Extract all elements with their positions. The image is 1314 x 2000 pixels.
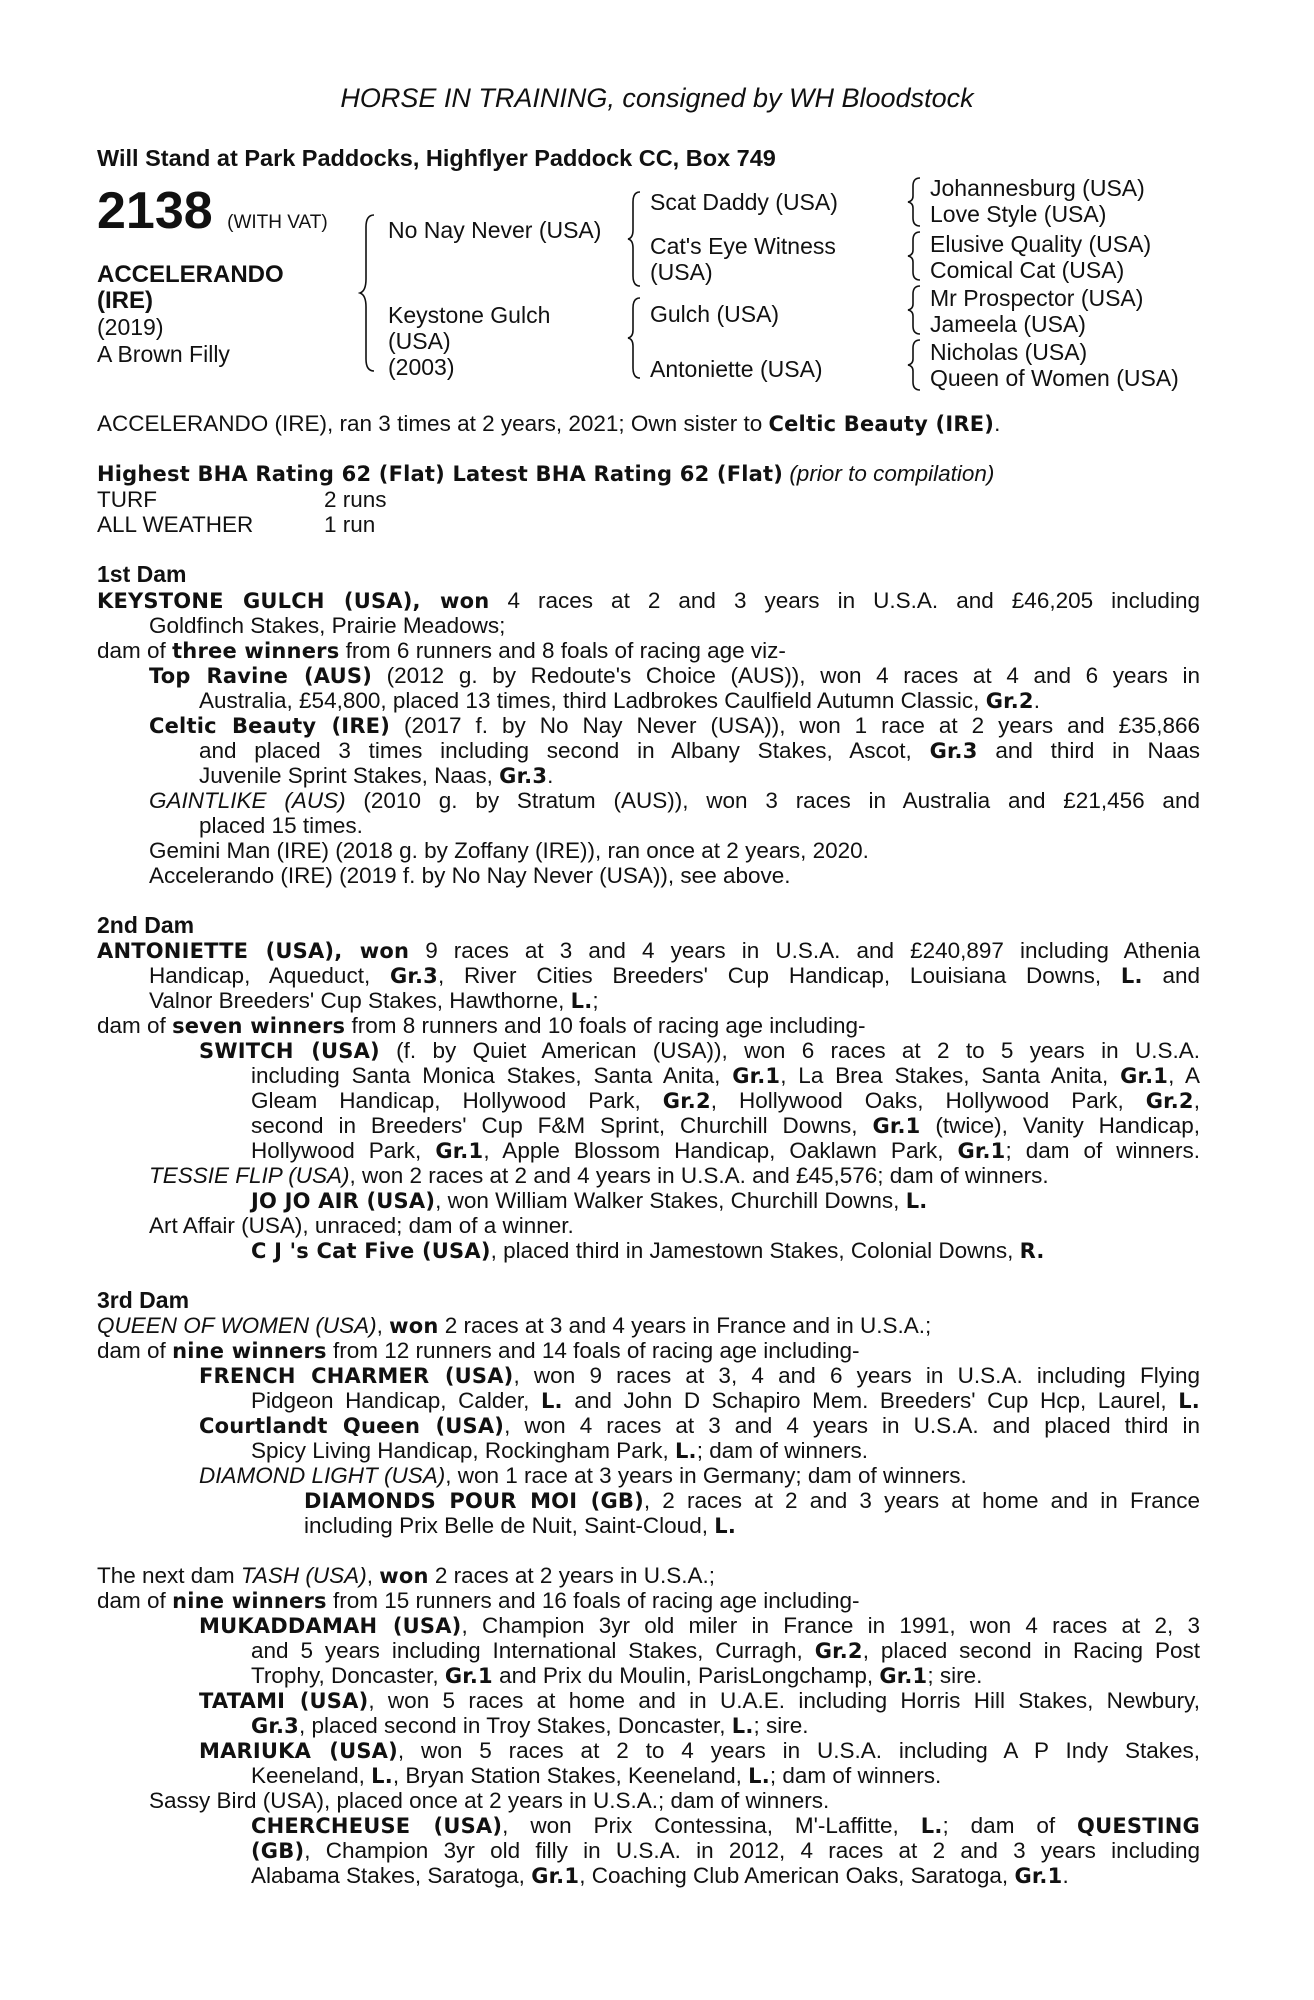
pedigree-g8: Queen of Women (USA) — [930, 365, 1179, 391]
progeny-text: (2010 g. by Stratum (AUS)), won 3 races in Australia and £21,456 and — [363, 788, 1200, 813]
progeny-line — [199, 1613, 1200, 1640]
progeny-text: , won William Walker Stakes, Churchill Downs, — [435, 1188, 900, 1213]
progeny-text: , Champion 3yr old miler in France in 1991, won 4 races at 2, 3 — [461, 1613, 1200, 1638]
dam1-text: Goldfinch Stakes, Prairie Meadows; — [149, 613, 506, 638]
progeny-text: , placed third in Jamestown Stakes, Colonial Downs, — [490, 1238, 1014, 1263]
progeny-text: ; sire. — [927, 1663, 983, 1688]
dam3-text: , — [376, 1313, 383, 1338]
progeny-text: placed 15 times. — [199, 813, 363, 838]
lot-number-value: 2138 — [97, 182, 213, 240]
grade: L. — [748, 1764, 770, 1788]
progeny-line — [199, 1463, 1200, 1489]
dam3-name: QUEEN OF WOMEN (USA) — [97, 1313, 377, 1338]
progeny-line — [199, 1688, 1200, 1715]
dam3-line — [97, 1338, 1200, 1365]
pedigree-sire-dam-line1: Cat's Eye Witness — [650, 233, 836, 259]
progeny-name: TESSIE FLIP (USA) — [149, 1163, 350, 1188]
progeny-line — [149, 663, 1200, 690]
progeny-name: JO JO AIR (USA) — [251, 1189, 436, 1213]
vat-note: (WITH VAT) — [227, 212, 328, 233]
dam3-text: 2 races at 3 and 4 years in France and in U.S.A.; — [444, 1313, 932, 1338]
progeny-name: Courtlandt Queen (USA) — [199, 1414, 505, 1438]
progeny-text: Sassy Bird (USA), placed once at 2 years in U.S.A.; dam of winners. — [149, 1788, 830, 1813]
grade: Gr.1 — [957, 1139, 1006, 1163]
pedigree-brace-g3 — [906, 284, 924, 336]
pedigree-brace-dam — [626, 296, 644, 380]
dam2-line — [149, 988, 1200, 1015]
ratings-note: (prior to compilation) — [789, 461, 995, 486]
dam2-line — [97, 1013, 1200, 1040]
progeny-text: including Prix Belle de Nuit, Saint-Cloud, — [304, 1513, 708, 1538]
progeny-line — [251, 1763, 1200, 1790]
dam1-winners: three winners — [172, 639, 340, 663]
pedigree-g1: Johannesburg (USA) — [930, 175, 1145, 201]
next-dam-text: from 15 runners and 16 foals of racing age including- — [332, 1588, 860, 1613]
pedigree-g2: Love Style (USA) — [930, 201, 1107, 227]
progeny-text: . — [1062, 1863, 1069, 1888]
grade: Gr.3 — [390, 964, 438, 988]
grade: Gr.1 — [1014, 1864, 1063, 1888]
progeny-name: FRENCH CHARMER (USA) — [199, 1364, 514, 1388]
grade: Gr.1 — [872, 1114, 921, 1138]
dam1-line — [149, 613, 1200, 639]
progeny-text: Accelerando (IRE) (2019 f. by No Nay Never (USA)), see above. — [149, 863, 791, 888]
progeny-line — [251, 1863, 1200, 1890]
progeny-text: , won Prix Contessina, M'-Laffitte, — [502, 1813, 899, 1838]
pedigree-dam-line3: (2003) — [388, 354, 455, 380]
bha-ratings — [97, 461, 1200, 488]
progeny-text: , — [1193, 1088, 1200, 1113]
progeny-name: QUESTING — [1077, 1814, 1200, 1838]
ratings-headline: Highest BHA Rating 62 (Flat) Latest BHA Rating 62 (Flat) — [97, 462, 784, 486]
progeny-text: , placed second in Racing Post — [862, 1638, 1200, 1663]
next-dam-winners: nine winners — [172, 1589, 327, 1613]
progeny-name: Celtic Beauty (IRE) — [149, 714, 391, 738]
progeny-text: and Prix du Moulin, ParisLongchamp, — [499, 1663, 874, 1688]
pedigree-g6: Jameela (USA) — [930, 311, 1086, 337]
progeny-line — [304, 1513, 1200, 1540]
pedigree-brace-sire — [626, 190, 644, 288]
progeny-line — [251, 1713, 1200, 1740]
pedigree-brace-parents — [358, 213, 378, 373]
next-dam-text: , — [366, 1563, 373, 1588]
dam2-name: ANTONIETTE (USA), won — [97, 939, 410, 963]
dam1-line — [97, 638, 1200, 665]
progeny-text: Juvenile Sprint Stakes, Naas, — [199, 763, 493, 788]
grade: R. — [1019, 1239, 1045, 1263]
progeny-line — [199, 1038, 1200, 1065]
progeny-line — [199, 813, 1200, 839]
dam1-text: from 6 runners and 8 foals of racing age viz- — [345, 638, 786, 663]
dam2-text: 9 races at 3 and 4 years in U.S.A. and £240,897 including Athenia — [425, 938, 1200, 963]
race-summary — [97, 411, 1200, 438]
grade: L. — [1120, 964, 1143, 988]
dam2-text: and — [1162, 963, 1200, 988]
progeny-text: and third in Naas — [995, 738, 1200, 763]
pedigree-g3: Elusive Quality (USA) — [930, 231, 1152, 257]
progeny-text: ; dam of winners. — [1005, 1138, 1200, 1163]
grade: Gr.1 — [435, 1139, 484, 1163]
progeny-text: , Hollywood Oaks, Hollywood Park, — [710, 1088, 1124, 1113]
pedigree-dam-line2: (USA) — [388, 328, 451, 354]
progeny-line — [199, 1738, 1200, 1765]
pedigree-dam-line1: Keystone Gulch — [388, 302, 551, 328]
pedigree-dam-sire: Gulch (USA) — [650, 301, 780, 327]
grade: Gr.1 — [1120, 1064, 1169, 1088]
dam2-text: Valnor Breeders' Cup Stakes, Hawthorne, — [149, 988, 565, 1013]
progeny-text: , Apple Blossom Handicap, Oaklawn Park, — [483, 1138, 944, 1163]
grade: L. — [714, 1514, 736, 1538]
progeny-text: ; dam of winners. — [696, 1438, 869, 1463]
progeny-name: SWITCH (USA) — [199, 1039, 380, 1063]
dam1-name: KEYSTONE GULCH (USA), won — [97, 589, 490, 613]
progeny-text: , won 5 races at home and in U.A.E. including Horris Hill Stakes, Newbury, — [368, 1688, 1200, 1713]
progeny-line — [199, 763, 1200, 790]
dam2-line — [97, 938, 1200, 965]
pedigree-dam-dam: Antoniette (USA) — [650, 356, 823, 382]
grade: Gr.3 — [929, 739, 978, 763]
horse-name-line1: ACCELERANDO — [97, 261, 284, 288]
progeny-text: ; sire. — [753, 1713, 809, 1738]
progeny-line — [149, 863, 1200, 889]
sister-name: Celtic Beauty (IRE) — [768, 412, 995, 436]
next-dam-text: The next dam — [97, 1563, 235, 1588]
progeny-line — [251, 1663, 1200, 1690]
progeny-text: , placed second in Troy Stakes, Doncaster, — [299, 1713, 726, 1738]
progeny-text: Keeneland, — [251, 1763, 365, 1788]
progeny-text: (f. by Quiet American (USA)), won 6 races at 2 to 5 years in U.S.A. — [396, 1038, 1200, 1063]
grade: Gr.2 — [814, 1639, 863, 1663]
grade: Gr.1 — [531, 1864, 580, 1888]
progeny-line — [251, 1113, 1200, 1140]
progeny-line — [149, 788, 1200, 814]
catalogue-header: HORSE IN TRAINING, consigned by WH Bloodstock — [340, 83, 974, 113]
next-dam-won: won — [379, 1564, 429, 1588]
pedigree-sire-sire: Scat Daddy (USA) — [650, 189, 838, 215]
pedigree-brace-g1 — [906, 176, 924, 228]
stand-location: Will Stand at Park Paddocks, Highflyer Paddock CC, Box 749 — [97, 145, 776, 171]
grade: L. — [674, 1439, 697, 1463]
progeny-line — [251, 1088, 1200, 1115]
pedigree-g7: Nicholas (USA) — [930, 339, 1088, 365]
dam2-line — [149, 963, 1200, 990]
horse-year: (2019) — [97, 314, 164, 340]
progeny-text: Gemini Man (IRE) (2018 g. by Zoffany (IRE)), ran once at 2 years, 2020. — [149, 838, 869, 863]
progeny-line — [251, 1063, 1200, 1090]
progeny-name: Top Ravine (AUS) — [149, 664, 372, 688]
dam3-winners: nine winners — [172, 1339, 327, 1363]
progeny-line — [199, 1413, 1200, 1440]
dam3-text: from 12 runners and 14 foals of racing age including- — [332, 1338, 860, 1363]
progeny-line — [149, 838, 1200, 864]
progeny-text: and placed 3 times including second in Albany Stakes, Ascot, — [199, 738, 912, 763]
progeny-text: , Coaching Club American Oaks, Saratoga, — [579, 1863, 1009, 1888]
dam3-line — [97, 1313, 1200, 1340]
progeny-text: Hollywood Park, — [251, 1138, 422, 1163]
progeny-text: . — [547, 763, 554, 788]
progeny-text: . — [1033, 688, 1040, 713]
progeny-line — [199, 688, 1200, 715]
progeny-text: and 5 years including International Stakes, Curragh, — [251, 1638, 803, 1663]
third-dam-heading: 3rd Dam — [97, 1287, 190, 1313]
summary-end: . — [994, 411, 1001, 436]
progeny-text: , won 4 races at 3 and 4 years in U.S.A. and placed third in — [504, 1413, 1200, 1438]
progeny-line — [304, 1488, 1200, 1515]
progeny-text: , won 9 races at 3, 4 and 6 years in U.S.A. including Flying — [513, 1363, 1200, 1388]
progeny-text: , won 1 race at 3 years in Germany; dam of winners. — [445, 1463, 967, 1488]
progeny-line — [251, 1813, 1200, 1840]
horse-name — [97, 262, 284, 314]
grade: Gr.2 — [1145, 1089, 1194, 1113]
progeny-text: ; dam of — [942, 1813, 1056, 1838]
progeny-text: (2012 g. by Redoute's Choice (AUS)), won 4 races at 4 and 6 years in — [386, 663, 1200, 688]
progeny-name: DIAMOND LIGHT (USA) — [199, 1463, 446, 1488]
progeny-text: second in Breeders' Cup F&M Sprint, Churchill Downs, — [251, 1113, 858, 1138]
dam2-text: , River Cities Breeders' Cup Handicap, Louisiana Downs, — [438, 963, 1102, 988]
grade: L. — [905, 1189, 928, 1213]
turf-value: 2 runs — [324, 487, 387, 512]
grade: Gr.1 — [732, 1064, 781, 1088]
progeny-name: MUKADDAMAH (USA) — [199, 1614, 462, 1638]
horse-name-line2: (IRE) — [97, 287, 153, 314]
pedigree-brace-g4 — [906, 338, 924, 392]
grade: L. — [1178, 1389, 1200, 1413]
progeny-text: including Santa Monica Stakes, Santa Anita, — [251, 1063, 721, 1088]
progeny-text: Alabama Stakes, Saratoga, — [251, 1863, 525, 1888]
next-dam-text: dam of — [97, 1588, 166, 1613]
horse-description: A Brown Filly — [97, 341, 230, 367]
progeny-line — [149, 1788, 1200, 1814]
summary-text: ACCELERANDO (IRE), ran 3 times at 2 years, 2021; Own sister to — [97, 411, 763, 436]
progeny-text: , won 5 races at 2 to 4 years in U.S.A. including A P Indy Stakes, — [397, 1738, 1201, 1763]
next-dam-line — [97, 1563, 1200, 1590]
progeny-text: Pidgeon Handicap, Calder, — [251, 1388, 530, 1413]
progeny-text: Gleam Handicap, Hollywood Park, — [251, 1088, 641, 1113]
dam2-text: Handicap, Aqueduct, — [149, 963, 371, 988]
aw-value: 1 run — [324, 512, 376, 537]
progeny-text: ; dam of winners. — [769, 1763, 942, 1788]
progeny-name: GAINTLIKE (AUS) — [149, 788, 346, 813]
dam3-won: won — [389, 1314, 439, 1338]
progeny-text: , won 2 races at 2 and 4 years in U.S.A. and £45,576; dam of winners. — [349, 1163, 1049, 1188]
progeny-name: TATAMI (USA) — [199, 1689, 369, 1713]
progeny-line — [199, 738, 1200, 765]
progeny-line — [149, 713, 1200, 740]
pedigree-g5: Mr Prospector (USA) — [930, 285, 1144, 311]
first-dam-heading: 1st Dam — [97, 561, 187, 587]
dam1-text: dam of — [97, 638, 166, 663]
progeny-text: (2017 f. by No Nay Never (USA)), won 1 race at 2 years and £35,866 — [404, 713, 1200, 738]
progeny-line — [251, 1388, 1200, 1415]
dam3-text: dam of — [97, 1338, 166, 1363]
next-dam-name: TASH (USA) — [240, 1563, 367, 1588]
grade: Gr.3 — [251, 1714, 299, 1738]
progeny-name: C J 's Cat Five (USA) — [251, 1239, 491, 1263]
progeny-name: CHERCHEUSE (USA) — [251, 1814, 503, 1838]
grade: Gr.2 — [662, 1089, 711, 1113]
progeny-line — [251, 1138, 1200, 1165]
progeny-name: MARIUKA (USA) — [199, 1739, 398, 1763]
progeny-text: Spicy Living Handicap, Rockingham Park, — [251, 1438, 669, 1463]
dam2-text: dam of — [97, 1013, 166, 1038]
grade: L. — [371, 1764, 393, 1788]
pedigree-sire: No Nay Never (USA) — [388, 217, 602, 243]
grade: Gr.1 — [444, 1664, 493, 1688]
progeny-line — [251, 1838, 1200, 1865]
progeny-text: Trophy, Doncaster, — [251, 1663, 439, 1688]
grade: Gr.1 — [879, 1664, 928, 1688]
next-dam-text: 2 races at 2 years in U.S.A.; — [434, 1563, 715, 1588]
progeny-text: Art Affair (USA), unraced; dam of a winner. — [149, 1213, 574, 1238]
progeny-line — [251, 1238, 1200, 1265]
lot-number — [97, 183, 328, 251]
progeny-name: (GB) — [251, 1839, 305, 1863]
progeny-text: , Bryan Station Stakes, Keeneland, — [392, 1763, 742, 1788]
dam1-text: 4 races at 2 and 3 years in U.S.A. and £46,205 including — [507, 588, 1200, 613]
progeny-line — [149, 1213, 1200, 1239]
progeny-text: and John D Schapiro Mem. Breeders' Cup Hcp, Laurel, — [574, 1388, 1167, 1413]
grade: L. — [540, 1389, 563, 1413]
progeny-line — [251, 1638, 1200, 1665]
progeny-text: (twice), Vanity Handicap, — [935, 1113, 1200, 1138]
pedigree-g4: Comical Cat (USA) — [930, 257, 1125, 283]
dam1-line — [97, 588, 1200, 615]
second-dam-heading: 2nd Dam — [97, 912, 195, 938]
grade: Gr.3 — [499, 764, 548, 788]
progeny-text: Australia, £54,800, placed 13 times, third Ladbrokes Caulfield Autumn Classic, — [199, 688, 980, 713]
next-dam-line — [97, 1588, 1200, 1615]
aw-label: ALL WEATHER — [97, 512, 254, 537]
grade: Gr.2 — [985, 689, 1034, 713]
progeny-text: , La Brea Stakes, Santa Anita, — [780, 1063, 1109, 1088]
progeny-text: , 2 races at 2 and 3 years at home and in France — [643, 1488, 1200, 1513]
grade: L. — [570, 989, 593, 1013]
progeny-line — [149, 1163, 1200, 1189]
progeny-line — [251, 1438, 1200, 1465]
pedigree-brace-g2 — [906, 230, 924, 282]
progeny-text: , A — [1168, 1063, 1200, 1088]
progeny-line — [199, 1363, 1200, 1390]
progeny-text: , Champion 3yr old filly in U.S.A. in 2012, 4 races at 2 and 3 years including — [304, 1838, 1200, 1863]
progeny-name: DIAMONDS POUR MOI (GB) — [304, 1489, 644, 1513]
dam2-text: from 8 runners and 10 foals of racing age including- — [351, 1013, 866, 1038]
dam2-winners: seven winners — [172, 1014, 346, 1038]
pedigree-sire-dam-line2: (USA) — [650, 259, 713, 285]
turf-label: TURF — [97, 487, 157, 512]
progeny-line — [251, 1188, 1200, 1215]
grade: L. — [731, 1714, 754, 1738]
grade: L. — [920, 1814, 943, 1838]
dam2-text: ; — [592, 988, 599, 1013]
